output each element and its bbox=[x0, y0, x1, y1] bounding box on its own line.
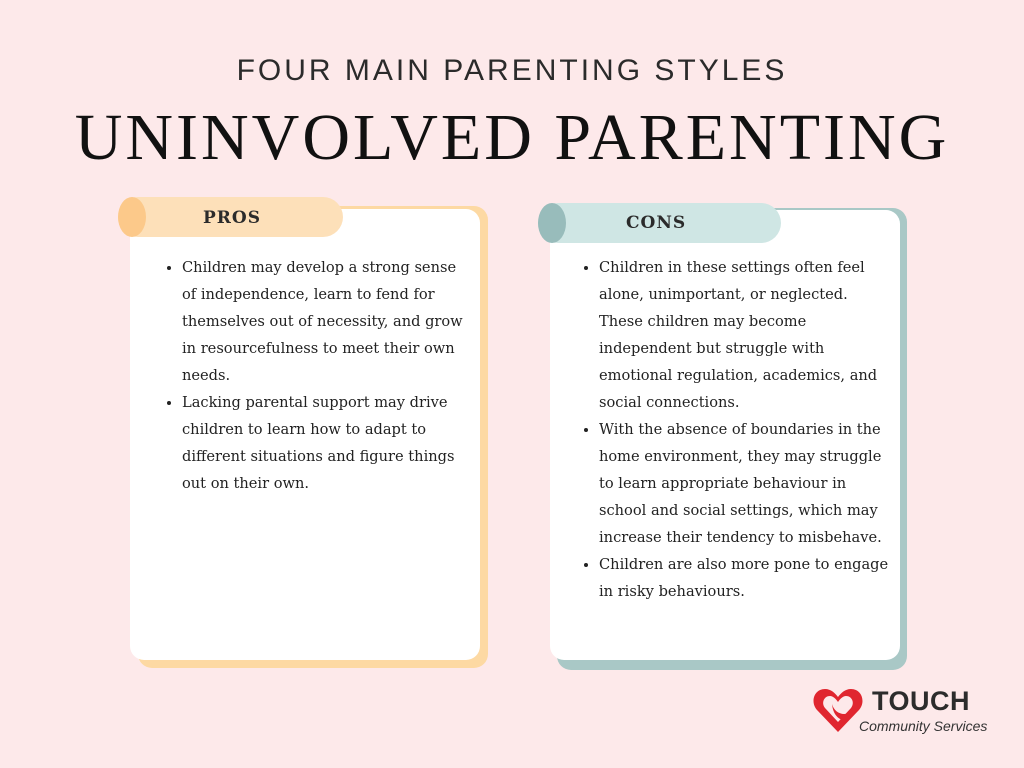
pros-item-2: • Lacking parental support may drive children to learn how to adapt to different situations and figure things out on their own. bbox=[182, 389, 472, 497]
pros-list bbox=[162, 254, 472, 497]
page-title: UNINVOLVED PARENTING bbox=[74, 101, 950, 174]
pros-item-1: • Children may develop a strong sense of independence, learn to fend for themselves out of necessity, and grow in resourcefulness to meet their own needs. bbox=[182, 254, 472, 389]
page-subtitle: FOUR MAIN PARENTING STYLES bbox=[236, 54, 788, 87]
logo-main-text: TOUCH bbox=[872, 686, 971, 716]
pros-tab-cap bbox=[118, 197, 146, 237]
cons-item-2: • With the absence of boundaries in the home environment, they may struggle to learn appropriate behaviour in school and social settings, which may increase their tendency to misbehave. bbox=[599, 416, 889, 551]
logo-sub-text: Community Services bbox=[859, 718, 988, 734]
cons-tab-cap bbox=[538, 203, 566, 243]
cons-list bbox=[579, 254, 889, 605]
cons-tab-label: CONS bbox=[626, 213, 687, 233]
cons-item-3: • Children are also more pone to engage in risky behaviours. bbox=[599, 551, 889, 605]
pros-tab-label: PROS bbox=[203, 208, 261, 228]
cons-item-1: • Children in these settings often feel alone, unimportant, or neglected. These children may become independent but struggle with emotional regulation, academics, and social connections. bbox=[599, 254, 889, 416]
touch-logo bbox=[812, 686, 1002, 738]
heart-logo-icon bbox=[812, 686, 864, 734]
